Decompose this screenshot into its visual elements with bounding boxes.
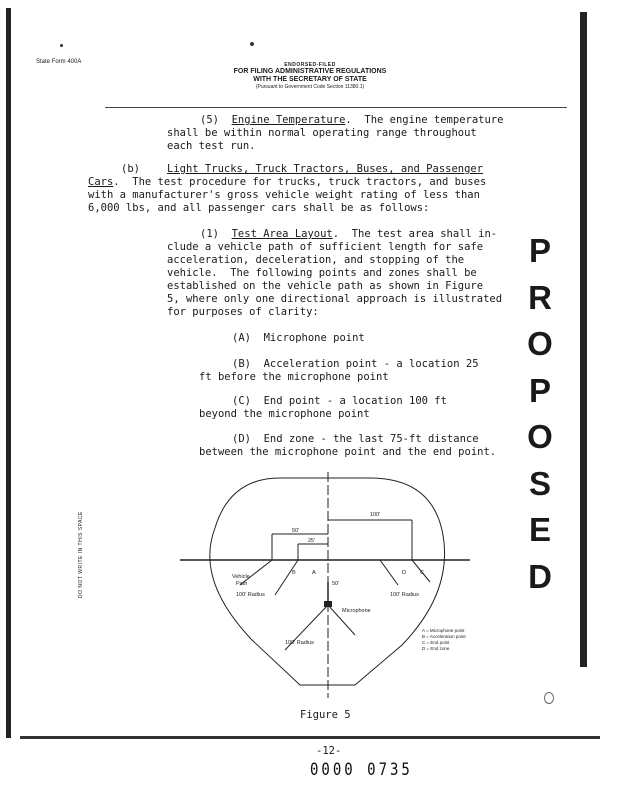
item-b-line-2: ft before the microphone point <box>199 371 389 383</box>
item-c-line-2: beyond the microphone point <box>199 408 370 420</box>
item-d-line-1: (D) End zone - the last 75-ft distance <box>232 433 479 445</box>
radius-line <box>380 560 398 585</box>
header-rule <box>105 107 567 108</box>
section-b-title-1: Light Trucks, Truck Tractors, Buses, and Passenger <box>167 163 484 175</box>
stamp-letter: O <box>527 418 553 455</box>
para-1-label: (1) <box>200 228 232 240</box>
para-1-line-5: established on the vehicle path as shown in Figure <box>167 280 484 292</box>
scan-edge-right <box>580 12 587 667</box>
scan-speck <box>60 44 63 47</box>
figure-5-diagram <box>180 470 480 704</box>
para-5-line-1 <box>200 114 503 127</box>
section-b-line-1 <box>88 176 486 189</box>
stamp-letter: S <box>528 464 551 502</box>
item-a: (A) Microphone point <box>232 332 365 344</box>
scan-edge-bottom <box>20 736 600 739</box>
header-endorsed: ENDORSED-FILED <box>284 62 336 68</box>
header-line-2: WITH THE SECRETARY OF STATE <box>253 76 367 83</box>
scan-edge-left <box>6 8 11 738</box>
section-b-title-2: Cars <box>88 176 114 188</box>
para-5-title: Engine Temperature <box>231 114 346 126</box>
proposed-stamp <box>522 228 558 600</box>
dim-50-vert-label: 50' <box>332 581 340 587</box>
para-1-line-2: clude a vehicle path of sufficient length for safe <box>167 241 484 253</box>
para-1-line-3: acceleration, deceleration, and stopping of the <box>167 254 465 266</box>
document-number-stamp: 0000 0735 <box>310 760 413 780</box>
para-5-line-1-rest: . The engine temperature <box>345 114 504 126</box>
figure-caption: Figure 5 <box>300 709 351 721</box>
para-1-line-1 <box>200 228 497 241</box>
stamp-letter: P <box>528 232 551 269</box>
form-number: State Form 400A <box>36 59 82 65</box>
radius-right-label: 100' Radius <box>390 592 419 598</box>
page-number: -12- <box>316 745 342 757</box>
section-b-label: (b) <box>121 163 140 175</box>
para-1-title: Test Area Layout <box>231 228 333 240</box>
section-b-line-2: with a manufacturer's gross vehicle weight rating of less than <box>88 189 480 201</box>
stamp-letter: D <box>528 557 552 595</box>
legend-line-3: C = End point <box>422 640 450 645</box>
para-1-line-6: 5, where only one directional approach is illustrated <box>167 293 503 305</box>
para-5-line-3: each test run. <box>167 140 256 152</box>
legend-line-4: D = End zone <box>422 646 450 651</box>
dim-100-label: 100' <box>370 512 381 518</box>
microphone-icon <box>324 601 332 607</box>
scan-speck <box>544 692 554 704</box>
para-5-line-2: shall be within normal operating range throughout <box>167 127 477 139</box>
point-d-label: D <box>402 570 406 576</box>
header-line-3: (Pursuant to Government Code Section 11380.1) <box>255 84 365 90</box>
stamp-letter: P <box>528 371 551 409</box>
item-b-line-1: (B) Acceleration point - a location 25 <box>232 358 479 370</box>
point-c-label: C <box>420 570 424 576</box>
filing-header <box>180 62 440 91</box>
test-area-diagram <box>180 470 480 700</box>
legend-line-2: B = Acceleration point <box>422 634 466 639</box>
scan-speck <box>250 42 254 46</box>
para-1-line-4: vehicle. The following points and zones shall be <box>167 267 477 279</box>
dim-25-label: 25' <box>308 538 316 544</box>
para-1-line-1-rest: . The test area shall in- <box>332 228 498 240</box>
vehicle-path-label-2: Path <box>236 581 248 587</box>
para-5-label: (5) <box>200 114 232 126</box>
radius-left-label: 100' Radius <box>236 592 265 598</box>
point-a-label: A <box>312 570 316 576</box>
section-b-line-1-rest: . The test procedure for trucks, truck tractors, and buses <box>113 176 487 188</box>
microphone-label: Microphone <box>342 608 371 614</box>
section-b-line-3: 6,000 lbs, and all passenger cars shall be as follows: <box>88 202 430 214</box>
dim-50-label: 50' <box>292 528 300 534</box>
legend-line-1: A = Microphone point <box>422 628 465 633</box>
stamp-letter: E <box>528 511 551 548</box>
vehicle-path-label-1: Vehicle <box>232 574 250 580</box>
radius-line <box>275 560 298 595</box>
header-line-1: FOR FILING ADMINISTRATIVE REGULATIONS <box>233 68 387 75</box>
item-d-line-2: between the microphone point and the end point. <box>199 446 497 458</box>
point-b-label: B <box>292 570 296 576</box>
radius-bottom-label: 100' Radius <box>285 640 314 646</box>
stamp-letter: R <box>528 278 552 316</box>
margin-note: DO NOT WRITE IN THIS SPACE <box>78 511 84 598</box>
item-c-line-1: (C) End point - a location 100 ft <box>232 395 447 407</box>
para-1-line-7: for purposes of clarity: <box>167 306 319 318</box>
stamp-letter: O <box>527 325 553 362</box>
